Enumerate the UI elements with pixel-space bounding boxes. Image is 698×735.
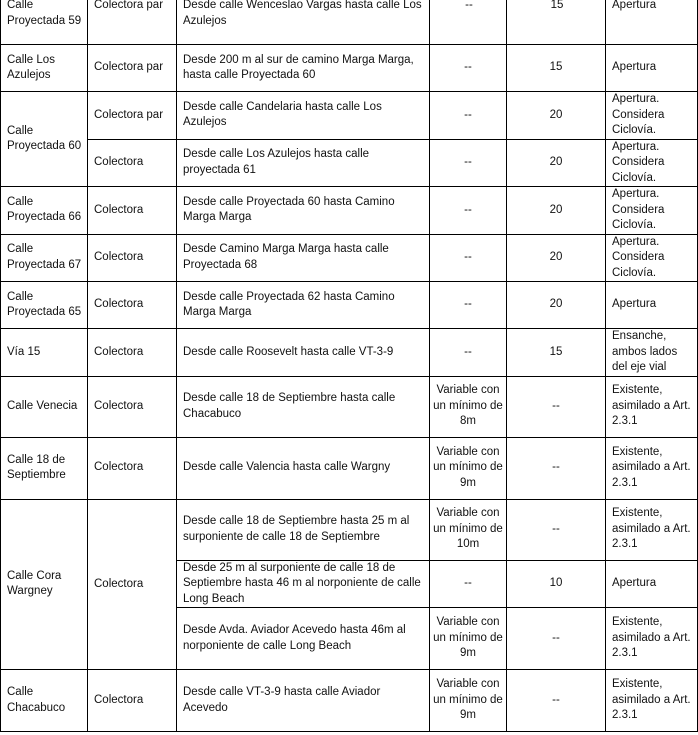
observation: Existente, asimilado a Art. 2.3.1 (606, 670, 698, 732)
via-type: Colectora (88, 376, 177, 437)
existing-width: -- (430, 329, 507, 377)
existing-width: Variable con un mínimo de 10m (430, 499, 507, 560)
table-row (1, 0, 698, 45)
via-name: Calle Proyectada 65 (1, 282, 88, 329)
observation: Existente, asimilado a Art. 2.3.1 (606, 437, 698, 499)
projected-width: 20 (507, 234, 606, 282)
projected-width: 20 (507, 92, 606, 140)
projected-width: 10 (507, 560, 606, 608)
observation: Existente, asimilado a Art. 2.3.1 (606, 608, 698, 670)
table-row (1, 670, 698, 732)
table-row (1, 139, 698, 187)
via-type: Colectora (88, 329, 177, 377)
segment-description: Desde calle Proyectada 62 hasta Camino Marga Marga (177, 282, 430, 329)
via-type: Colectora par (88, 92, 177, 140)
table-row (1, 329, 698, 377)
via-name: Calle Proyectada 59 (1, 0, 88, 45)
projected-width: 15 (507, 0, 606, 45)
existing-width: -- (430, 92, 507, 140)
via-name: Calle Venecia (1, 376, 88, 437)
table-row (1, 187, 698, 235)
observation: Apertura. Considera Ciclovía. (606, 234, 698, 282)
projected-width: -- (507, 670, 606, 732)
table-row (1, 282, 698, 329)
projected-width: 20 (507, 139, 606, 187)
projected-width: -- (507, 376, 606, 437)
via-type: Colectora (88, 234, 177, 282)
observation: Apertura (606, 560, 698, 608)
segment-description: Desde calle 18 de Septiembre hasta calle Chacabuco (177, 376, 430, 437)
via-type: Colectora (88, 670, 177, 732)
segment-description: Desde calle Valencia hasta calle Wargny (177, 437, 430, 499)
existing-width: -- (430, 282, 507, 329)
projected-width: 20 (507, 187, 606, 235)
observation: Existente, asimilado a Art. 2.3.1 (606, 376, 698, 437)
via-name: Calle Chacabuco (1, 670, 88, 732)
observation: Existente, asimilado a Art. 2.3.1 (606, 499, 698, 560)
projected-width: -- (507, 437, 606, 499)
existing-width: Variable con un mínimo de 9m (430, 608, 507, 670)
via-name: Calle Proyectada 66 (1, 187, 88, 235)
segment-description: Desde calle Proyectada 60 hasta Camino Marga Marga (177, 187, 430, 235)
segment-description: Desde calle Roosevelt hasta calle VT-3-9 (177, 329, 430, 377)
projected-width: -- (507, 499, 606, 560)
segment-description: Desde calle Los Azulejos hasta calle proyectada 61 (177, 139, 430, 187)
segment-description: Desde calle 18 de Septiembre hasta 25 m al surponiente de calle 18 de Septiembre (177, 499, 430, 560)
projected-width: -- (507, 608, 606, 670)
observation: Apertura. Considera Ciclovía. (606, 92, 698, 140)
table-row (1, 437, 698, 499)
existing-width: Variable con un mínimo de 9m (430, 670, 507, 732)
observation: Ensanche, ambos lados del eje vial (606, 329, 698, 377)
segment-description: Desde 25 m al surponiente de calle 18 de Septiembre hasta 46 m al norponiente de calle Long Beach (177, 560, 430, 608)
segment-description: Desde calle VT-3-9 hasta calle Aviador Acevedo (177, 670, 430, 732)
table-row (1, 45, 698, 92)
observation: Apertura (606, 0, 698, 45)
existing-width: Variable con un mínimo de 9m (430, 437, 507, 499)
observation: Apertura. Considera Ciclovía. (606, 139, 698, 187)
existing-width: -- (430, 560, 507, 608)
segment-description: Desde Avda. Aviador Acevedo hasta 46m al norponiente de calle Long Beach (177, 608, 430, 670)
observation: Apertura. Considera Ciclovía. (606, 187, 698, 235)
via-name: Calle Los Azulejos (1, 45, 88, 92)
segment-description: Desde Camino Marga Marga hasta calle Proyectada 68 (177, 234, 430, 282)
observation: Apertura (606, 45, 698, 92)
segment-description: Desde 200 m al sur de camino Marga Marga, hasta calle Proyectada 60 (177, 45, 430, 92)
existing-width: Variable con un mínimo de 8m (430, 376, 507, 437)
table-row (1, 499, 698, 560)
segment-description: Desde calle Candelaria hasta calle Los Azulejos (177, 92, 430, 140)
via-name: Calle Proyectada 67 (1, 234, 88, 282)
via-type: Colectora par (88, 0, 177, 45)
observation: Apertura (606, 282, 698, 329)
via-name: Calle 18 de Septiembre (1, 437, 88, 499)
via-type: Colectora (88, 187, 177, 235)
via-type: Colectora (88, 282, 177, 329)
via-type: Colectora (88, 139, 177, 187)
existing-width: -- (430, 45, 507, 92)
existing-width: -- (430, 234, 507, 282)
via-name: Vía 15 (1, 329, 88, 377)
table-row (1, 92, 698, 140)
segment-description: Desde calle Wenceslao Vargas hasta calle Los Azulejos (177, 0, 430, 45)
table-row (1, 376, 698, 437)
existing-width: -- (430, 139, 507, 187)
projected-width: 20 (507, 282, 606, 329)
table-row (1, 234, 698, 282)
projected-width: 15 (507, 329, 606, 377)
via-name: Calle Proyectada 60 (1, 92, 88, 187)
projected-width: 15 (507, 45, 606, 92)
existing-width: -- (430, 187, 507, 235)
via-name: Calle Cora Wargney (1, 499, 88, 670)
existing-width: -- (430, 0, 507, 45)
via-type: Colectora (88, 499, 177, 670)
via-type: Colectora par (88, 45, 177, 92)
via-type: Colectora (88, 437, 177, 499)
